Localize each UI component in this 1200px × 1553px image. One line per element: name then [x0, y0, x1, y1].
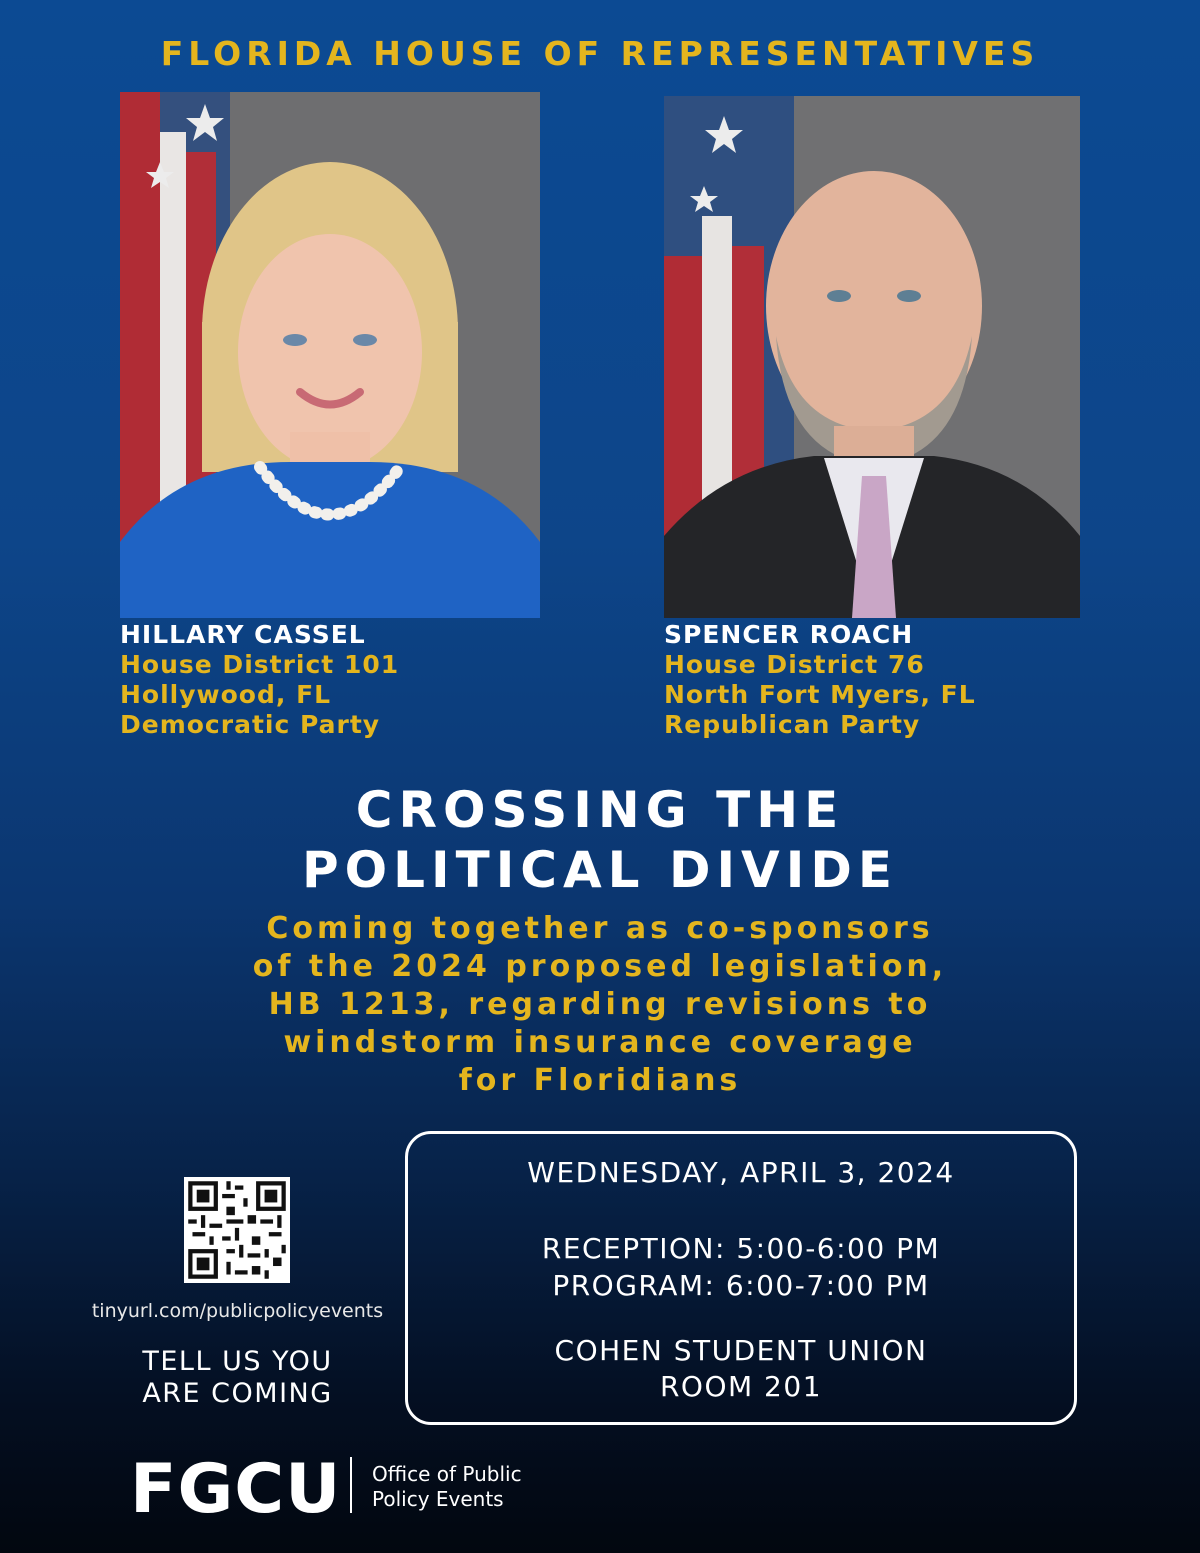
description-line: for Floridians	[458, 1063, 742, 1098]
event-program-time: PROGRAM: 6:00-7:00 PM	[552, 1269, 930, 1302]
description-line: HB 1213, regarding revisions to	[268, 987, 932, 1022]
page-header: FLORIDA HOUSE OF REPRESENTATIVES	[160, 34, 1040, 73]
event-title	[0, 780, 1200, 900]
rsvp-url[interactable]: tinyurl.com/publicpolicyevents	[91, 1300, 384, 1322]
speaker-photo-cassel	[120, 92, 540, 618]
rsvp-callout	[60, 1346, 415, 1410]
description-line: windstorm insurance coverage	[283, 1025, 917, 1060]
speaker-party: Democratic Party	[120, 710, 381, 739]
office-line: Policy Events	[372, 1487, 504, 1511]
logo-divider	[350, 1457, 352, 1513]
speaker-name: SPENCER ROACH	[664, 620, 914, 649]
event-title-line: CROSSING THE	[355, 781, 845, 839]
speaker-info-roach	[664, 620, 976, 740]
event-room: ROOM 201	[659, 1370, 823, 1403]
event-reception-time: RECEPTION: 5:00-6:00 PM	[541, 1232, 941, 1265]
speaker-district: House District 101	[120, 650, 400, 679]
event-description	[100, 910, 1100, 1100]
speaker-info-cassel	[120, 620, 399, 740]
speaker-city: North Fort Myers, FL	[664, 680, 976, 709]
speaker-party: Republican Party	[664, 710, 921, 739]
event-venue: COHEN STUDENT UNION	[554, 1334, 928, 1367]
speaker-district: House District 76	[664, 650, 925, 679]
speaker-photo-roach	[664, 96, 1080, 618]
event-title-line: POLITICAL DIVIDE	[301, 841, 899, 899]
speaker-city: Hollywood, FL	[120, 680, 332, 709]
fgcu-logo: FGCU	[130, 1450, 342, 1529]
office-name	[372, 1462, 522, 1512]
office-line: Office of Public	[372, 1462, 522, 1486]
rsvp-line: TELL US YOU	[142, 1346, 333, 1377]
description-line: Coming together as co-sponsors	[266, 911, 934, 946]
description-line: of the 2024 proposed legislation,	[252, 949, 948, 984]
event-date: WEDNESDAY, APRIL 3, 2024	[527, 1156, 955, 1189]
rsvp-line: ARE COMING	[142, 1378, 333, 1409]
qr-code[interactable]	[184, 1177, 290, 1283]
speaker-name: HILLARY CASSEL	[120, 620, 366, 649]
